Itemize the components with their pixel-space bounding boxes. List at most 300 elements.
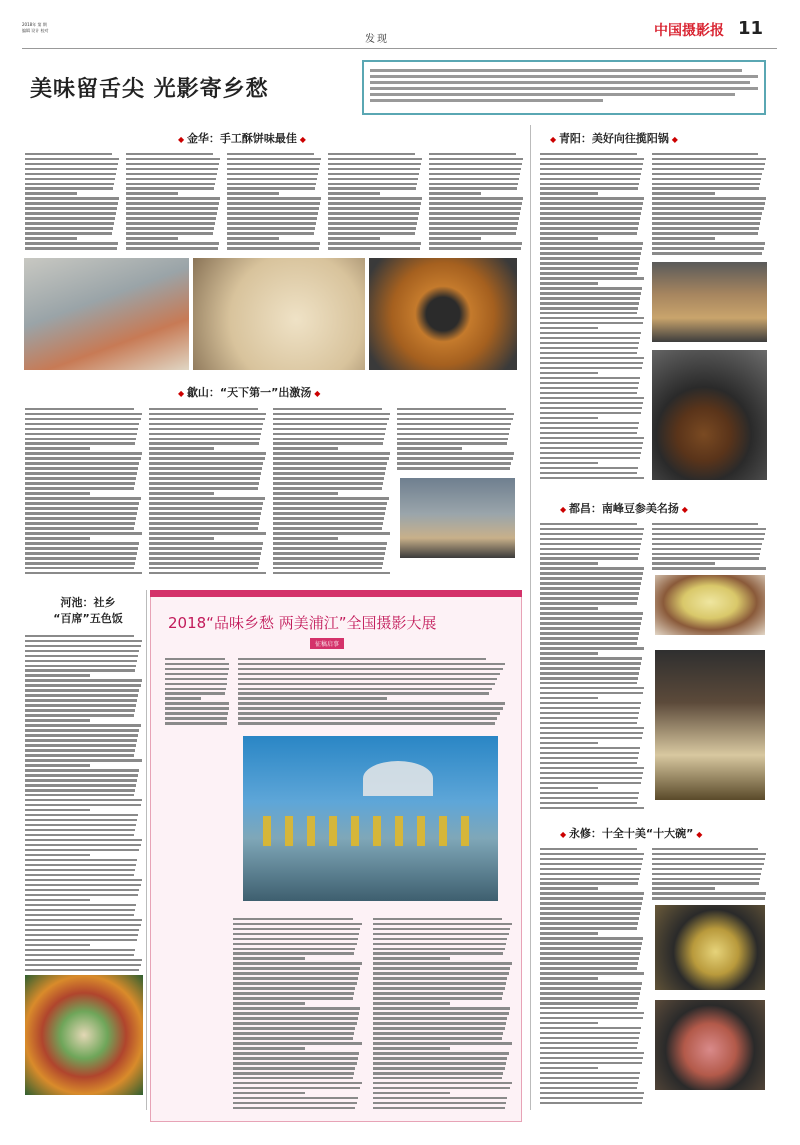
text-line (540, 472, 637, 474)
text-line (233, 1012, 359, 1014)
text-line (540, 337, 640, 339)
text-line (238, 712, 500, 714)
text-line (227, 237, 279, 239)
text-line (25, 804, 141, 806)
text-line (328, 247, 420, 249)
text-line (25, 919, 142, 921)
article-text (652, 845, 767, 900)
text-line (540, 982, 642, 984)
text-line (25, 512, 137, 514)
text-line (540, 217, 640, 219)
text-line (149, 408, 258, 410)
article-text (273, 405, 391, 575)
text-line (233, 1017, 358, 1019)
text-line (373, 952, 503, 954)
top-rule (22, 48, 777, 49)
text-line (540, 637, 638, 639)
text-line (25, 884, 141, 886)
text-line (149, 507, 262, 509)
text-line (540, 1072, 640, 1074)
text-line (238, 697, 387, 699)
text-line (540, 307, 638, 309)
text-line (540, 352, 637, 354)
text-line (540, 432, 637, 434)
text-line (25, 462, 139, 464)
text-line (25, 889, 139, 891)
text-line (540, 1002, 638, 1004)
text-line (540, 858, 643, 860)
text-line (233, 1052, 359, 1054)
text-line (149, 497, 265, 499)
text-line (149, 457, 265, 459)
text-line (233, 1042, 362, 1044)
text-line (233, 933, 359, 935)
text-line (273, 457, 389, 459)
text-line (429, 207, 521, 209)
text-line (149, 547, 262, 549)
text-line (540, 712, 639, 714)
text-line (227, 197, 321, 199)
text-line (149, 423, 263, 425)
article-text (652, 150, 767, 255)
text-line (540, 543, 641, 545)
text-line (373, 1082, 512, 1084)
text-line (25, 839, 142, 841)
text-line (540, 533, 643, 535)
text-line (373, 1107, 505, 1109)
brand-logo: 中国摄影报 (654, 23, 724, 39)
text-line (540, 382, 639, 384)
text-line (126, 202, 219, 204)
text-line (273, 428, 386, 430)
text-line (233, 1002, 305, 1004)
text-line (373, 982, 506, 984)
text-line (165, 673, 228, 675)
text-line (328, 212, 419, 214)
text-line (328, 178, 418, 180)
text-line (25, 849, 139, 851)
text-line (25, 477, 136, 479)
text-line (540, 662, 641, 664)
article-text (25, 150, 120, 250)
text-line (373, 918, 502, 920)
text-line (540, 277, 644, 279)
text-line (328, 232, 415, 234)
text-line (149, 557, 260, 559)
text-line (540, 747, 640, 749)
text-line (233, 957, 305, 959)
text-line (540, 647, 644, 649)
text-line (25, 665, 136, 667)
text-line (25, 492, 90, 494)
text-line (540, 868, 641, 870)
text-line (25, 779, 137, 781)
text-line (149, 542, 263, 544)
text-line (373, 1002, 450, 1004)
text-line (540, 267, 638, 269)
text-line (149, 532, 266, 534)
text-line (233, 918, 353, 920)
text-line (238, 688, 492, 690)
text-line (540, 347, 638, 349)
text-line (25, 222, 114, 224)
article-text (429, 150, 524, 250)
text-line (227, 227, 315, 229)
text-line (540, 168, 642, 170)
text-line (233, 967, 360, 969)
text-line (273, 497, 389, 499)
text-line (25, 567, 134, 569)
text-line (652, 187, 759, 189)
text-line (373, 1062, 506, 1064)
text-line (25, 467, 138, 469)
text-line (540, 907, 641, 909)
text-line (25, 452, 142, 454)
text-line (227, 232, 314, 234)
text-line (273, 487, 382, 489)
text-line (126, 227, 214, 229)
text-line (328, 242, 421, 244)
dragon-shape (363, 761, 433, 796)
text-line (25, 684, 141, 686)
text-line (540, 232, 637, 234)
text-line (227, 192, 279, 194)
text-line (540, 652, 598, 654)
text-line (25, 187, 113, 189)
text-line (540, 262, 639, 264)
text-line (126, 163, 219, 165)
text-line (25, 522, 135, 524)
text-line (540, 977, 598, 979)
text-line (540, 1042, 638, 1044)
text-line (652, 222, 760, 224)
text-line (429, 178, 519, 180)
text-line (652, 553, 760, 555)
text-line (540, 367, 642, 369)
text-line (25, 532, 142, 534)
article-text (397, 405, 515, 473)
promo-bar (150, 590, 522, 597)
section-title-line: 河池：社乡 (60, 596, 116, 609)
text-line (540, 562, 598, 564)
text-line (373, 1037, 502, 1039)
text-line (652, 557, 759, 559)
text-line (25, 799, 142, 801)
text-line (429, 227, 517, 229)
text-line (540, 577, 642, 579)
text-line (540, 1047, 637, 1049)
text-line (540, 417, 598, 419)
text-line (540, 767, 644, 769)
text-line (273, 477, 384, 479)
text-line (25, 660, 137, 662)
text-line (540, 192, 598, 194)
text-line (429, 183, 518, 185)
text-line (540, 158, 644, 160)
text-line (25, 924, 141, 926)
text-line (540, 887, 598, 889)
text-line (652, 192, 715, 194)
text-line (652, 163, 765, 165)
text-line (397, 428, 510, 430)
article-text (652, 520, 767, 570)
text-line (540, 1077, 639, 1079)
text-line (373, 948, 505, 950)
text-line (233, 1072, 354, 1074)
text-line (149, 567, 258, 569)
text-line (540, 752, 639, 754)
photo-duchang-2 (655, 650, 765, 800)
text-line (652, 217, 761, 219)
text-line (540, 412, 641, 414)
text-line (126, 178, 216, 180)
text-line (227, 207, 319, 209)
text-line (540, 442, 643, 444)
text-line (233, 987, 355, 989)
text-line (540, 1032, 640, 1034)
text-line (165, 722, 227, 724)
masthead-line: 2018年 第 期 (22, 22, 47, 27)
text-line (273, 552, 385, 554)
text-line (273, 447, 338, 449)
text-line (540, 282, 598, 284)
section-title-yongxiu: ◆ 永修：十全十美“十大碗” ◆ (560, 827, 703, 840)
text-line (540, 212, 641, 214)
text-line (126, 207, 218, 209)
text-line (540, 538, 642, 540)
text-line (25, 482, 135, 484)
text-line (397, 413, 514, 415)
text-line (149, 472, 261, 474)
promo-text (165, 655, 230, 725)
section-title-shexian: ◆ 歙山：“天下第一”出激汤 ◆ (178, 386, 321, 399)
text-line (540, 548, 640, 550)
text-line (25, 442, 135, 444)
text-line (25, 635, 134, 637)
section-title-jinhua: ◆ 金华：手工酥饼味最佳 ◆ (178, 132, 306, 145)
text-line (233, 952, 354, 954)
text-line (540, 477, 644, 479)
text-line (540, 627, 640, 629)
text-line (373, 1027, 505, 1029)
text-line (25, 934, 138, 936)
text-line (652, 252, 762, 254)
text-line (540, 202, 643, 204)
text-line (273, 442, 383, 444)
text-line (238, 673, 500, 675)
text-line (25, 694, 138, 696)
text-line (25, 674, 90, 676)
text-line (25, 679, 142, 681)
text-line (328, 192, 380, 194)
text-line (540, 853, 644, 855)
text-line (238, 663, 505, 665)
text-line (25, 557, 136, 559)
text-line (652, 533, 765, 535)
text-line (540, 342, 639, 344)
text-line (233, 943, 357, 945)
text-line (540, 357, 644, 359)
text-line (328, 222, 417, 224)
promo-text (238, 655, 508, 725)
text-line (227, 158, 321, 160)
text-line (25, 433, 137, 435)
text-line (540, 322, 643, 324)
text-line (540, 1067, 598, 1069)
text-line (540, 912, 640, 914)
text-line (126, 237, 178, 239)
text-line (328, 207, 420, 209)
text-line (540, 377, 640, 379)
text-line (429, 163, 522, 165)
text-line (540, 702, 641, 704)
text-line (25, 764, 90, 766)
text-line (652, 868, 762, 870)
photo-qingyang-1 (652, 262, 767, 342)
text-line (429, 158, 523, 160)
text-line (25, 457, 141, 459)
text-line (233, 982, 357, 984)
text-line (540, 622, 641, 624)
text-line (227, 183, 316, 185)
text-line (25, 669, 135, 671)
text-line (233, 1022, 357, 1024)
text-line (25, 418, 141, 420)
text-line (429, 197, 523, 199)
text-line (373, 987, 505, 989)
text-line (373, 1067, 505, 1069)
text-line (540, 692, 643, 694)
text-line (25, 729, 139, 731)
section-title-text: 歙山：“天下第一”出激汤 (186, 386, 312, 399)
text-line (540, 792, 639, 794)
text-line (238, 702, 505, 704)
text-line (540, 807, 644, 809)
text-line (540, 732, 643, 734)
text-line (273, 562, 383, 564)
text-line (652, 237, 715, 239)
text-line (149, 487, 258, 489)
text-line (25, 879, 142, 881)
text-line (373, 1102, 506, 1104)
section-title-text: 金华：手工酥饼味最佳 (186, 132, 297, 145)
text-line (25, 724, 141, 726)
text-line (540, 292, 641, 294)
text-line (373, 992, 503, 994)
text-line (429, 212, 520, 214)
text-line (25, 527, 134, 529)
text-line (540, 523, 637, 525)
section-title-text: 都昌：南峰豆参美名扬 (568, 502, 679, 515)
text-line (165, 712, 228, 714)
text-line (25, 824, 136, 826)
text-line (540, 642, 637, 644)
text-line (540, 697, 598, 699)
text-line (540, 967, 637, 969)
text-line (540, 1037, 639, 1039)
text-line (273, 542, 387, 544)
text-line (373, 923, 512, 925)
text-line (652, 543, 762, 545)
text-line (652, 887, 715, 889)
text-line (540, 163, 643, 165)
text-line (238, 668, 503, 670)
text-line (165, 658, 225, 660)
text-line (273, 537, 338, 539)
text-line (25, 178, 115, 180)
text-line (25, 874, 134, 876)
text-line (227, 222, 316, 224)
text-line (540, 757, 638, 759)
text-line (652, 848, 758, 850)
text-line (652, 183, 760, 185)
photo-jinhua-1 (24, 258, 189, 370)
text-line (652, 247, 764, 249)
text-line (165, 668, 229, 670)
text-line (126, 197, 220, 199)
text-line (652, 173, 762, 175)
text-line (540, 567, 644, 569)
text-line (149, 433, 261, 435)
text-line (25, 497, 141, 499)
text-line (328, 168, 420, 170)
text-line (540, 447, 642, 449)
text-line (25, 969, 139, 971)
text-line (540, 672, 639, 674)
text-line (25, 153, 112, 155)
text-line (25, 784, 136, 786)
text-line (540, 987, 641, 989)
text-line (233, 1077, 353, 1079)
text-line (540, 602, 637, 604)
text-line (652, 567, 766, 569)
text-line (540, 922, 638, 924)
photo-jinhua-3 (369, 258, 517, 370)
text-line (25, 183, 114, 185)
text-line (25, 650, 139, 652)
text-line (233, 972, 359, 974)
text-line (165, 688, 226, 690)
text-line (540, 557, 638, 559)
text-line (165, 697, 201, 699)
text-line (540, 782, 641, 784)
text-line (540, 997, 639, 999)
text-line (540, 467, 638, 469)
text-line (25, 202, 118, 204)
text-line (540, 452, 641, 454)
text-line (273, 492, 338, 494)
text-line (25, 537, 90, 539)
text-line (540, 297, 640, 299)
text-line (540, 677, 638, 679)
text-line (373, 1012, 509, 1014)
text-line (652, 212, 762, 214)
text-line (25, 562, 135, 564)
text-line (540, 1022, 598, 1024)
text-line (652, 538, 764, 540)
text-line (126, 212, 217, 214)
text-line (25, 640, 142, 642)
text-line (233, 1087, 360, 1089)
text-line (273, 572, 390, 574)
text-line (25, 645, 141, 647)
text-line (233, 962, 362, 964)
text-line (25, 447, 90, 449)
text-line (25, 709, 135, 711)
text-line (540, 802, 637, 804)
text-line (540, 927, 637, 929)
text-line (25, 227, 113, 229)
